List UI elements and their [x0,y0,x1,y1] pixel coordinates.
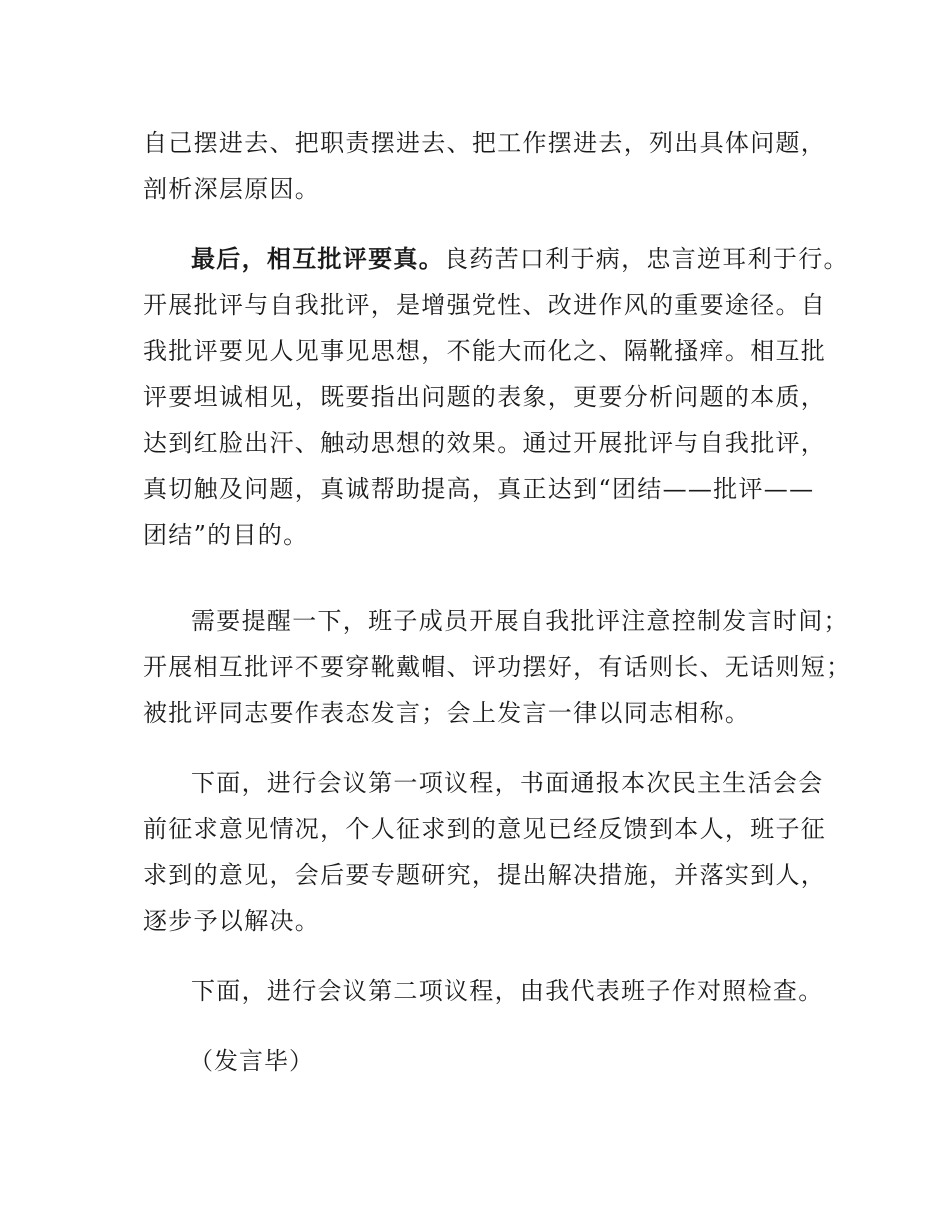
text-line: 下面，进行会议第一项议程，书面通报本次民主生活会会 [191,769,824,797]
paragraph-lead-text: 良药苦口利于病，忠言逆耳利于行。 [444,245,849,273]
text-line: 下面，进行会议第二项议程，由我代表班子作对照检查。 [191,977,824,1005]
paragraph-first-line [143,236,849,282]
text-line: 逐步予以解决。 [143,907,321,935]
closing-note-text: （发言毕） [189,1047,314,1075]
text-line: 我批评要见人见事见思想，不能大而化之、隔靴搔痒。相互批 [143,337,827,365]
text-line: 评要坦诚相见，既要指出问题的表象，更要分析问题的本质， [143,383,827,411]
paragraph-closing-note [143,1038,823,1084]
paragraph-mutual-criticism [143,236,849,558]
text-line: 前征求意见情况，个人征求到的意见已经反馈到本人，班子征 [143,815,827,843]
paragraph-continuation [143,120,827,212]
text-line: 自己摆进去、把职责摆进去、把工作摆进去，列出具体问题， [143,129,827,157]
text-line: 达到红脸出汗、触动思想的效果。通过开展批评与自我批评， [143,429,827,457]
text-line: 求到的意见，会后要专题研究，提出解决措施，并落实到人， [143,861,827,889]
paragraph-reminder [143,598,852,736]
text-line: 需要提醒一下，班子成员开展自我批评注意控制发言时间； [191,607,849,635]
paragraph-agenda-item-two [143,968,823,1014]
text-line: 被批评同志要作表态发言；会上发言一律以同志相称。 [143,699,751,727]
text-line: 真切触及问题，真诚帮助提高，真正达到“团结——批评—— [143,475,815,503]
text-line: 团结”的目的。 [143,521,309,549]
paragraph-agenda-item-one [143,760,827,944]
text-line: 剖析深层原因。 [143,175,321,203]
paragraph-heading-bold: 最后，相互批评要真。 [191,245,444,273]
text-line: 开展批评与自我批评，是增强党性、改进作风的重要途径。自 [143,291,827,319]
text-line: 开展相互批评不要穿靴戴帽、评功摆好，有话则长、无话则短； [143,653,852,681]
